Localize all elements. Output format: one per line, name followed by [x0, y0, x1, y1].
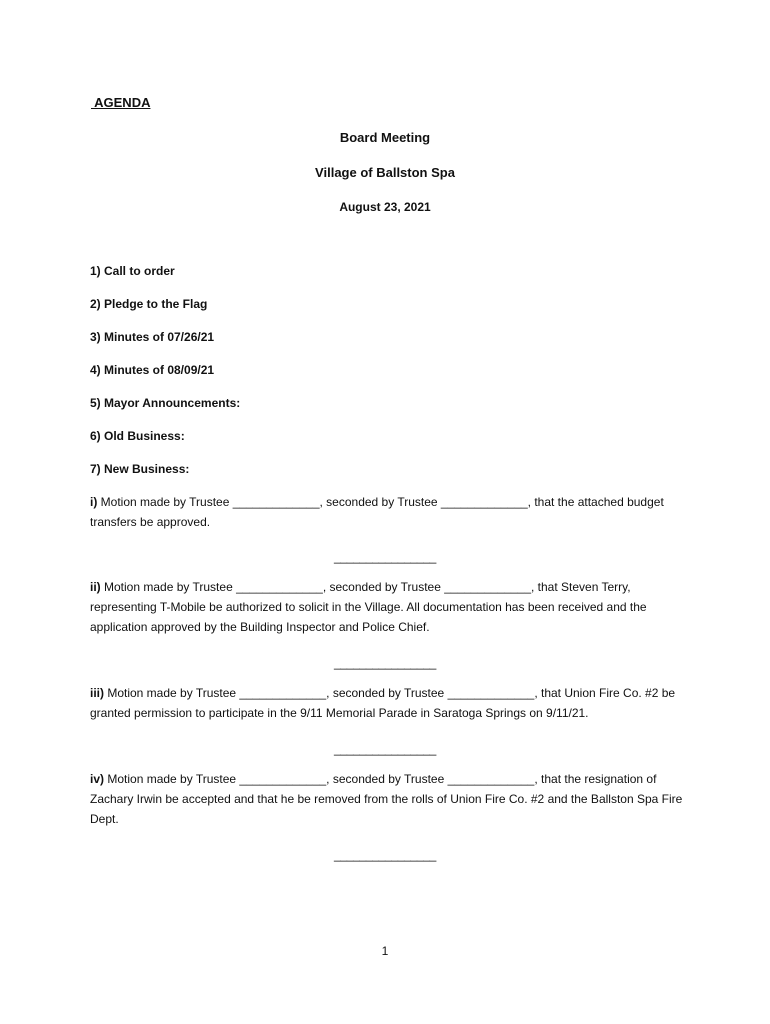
- agenda-item-pledge: 2) Pledge to the Flag: [90, 297, 208, 311]
- motion-numeral: ii): [90, 580, 101, 594]
- motion-iv: [90, 769, 690, 829]
- motion-text: Motion made by Trustee _____________, seconded by Trustee _____________, that the attached budget transfers be approved.: [90, 495, 664, 529]
- agenda-item-mayor-announcements: 5) Mayor Announcements:: [90, 396, 241, 410]
- agenda-heading: AGENDA: [91, 95, 151, 110]
- agenda-item-minutes-0809: 4) Minutes of 08/09/21: [90, 363, 215, 377]
- motion-text: Motion made by Trustee _____________, seconded by Trustee _____________, that Steven Terry, representing T-Mobile be authorized to solicit in the Village. All documentation has been received and the application approved by the Building Inspector and Police Chief.: [90, 580, 647, 634]
- motion-text: Motion made by Trustee _____________, seconded by Trustee _____________, that the resignation of Zachary Irwin be accepted and that he be removed from the rolls of Union Fire Co. #2 and the Ballston Spa Fire Dept.: [90, 772, 683, 826]
- agenda-item-new-business: 7) New Business:: [90, 462, 190, 476]
- signature-line: ________________: [334, 848, 436, 862]
- motion-i: [90, 492, 690, 532]
- signature-line: ________________: [334, 656, 436, 670]
- meeting-title: Board Meeting: [339, 130, 431, 145]
- signature-line: ________________: [334, 742, 436, 756]
- agenda-item-call-to-order: 1) Call to order: [90, 264, 175, 278]
- motion-numeral: iv): [90, 772, 105, 786]
- village-name: Village of Ballston Spa: [315, 165, 455, 180]
- motion-numeral: iii): [90, 686, 104, 700]
- signature-line: ________________: [334, 550, 436, 564]
- page-number: 1: [381, 944, 389, 958]
- motion-text: Motion made by Trustee _____________, seconded by Trustee _____________, that Union Fire Co. #2 be granted permission to participate in the 9/11 Memorial Parade in Saratoga Springs on 9/11/21.: [90, 686, 676, 720]
- motion-numeral: i): [90, 495, 98, 509]
- agenda-item-minutes-0726: 3) Minutes of 07/26/21: [90, 330, 215, 344]
- agenda-item-old-business: 6) Old Business:: [90, 429, 185, 443]
- motion-iii: [90, 683, 690, 723]
- meeting-date: August 23, 2021: [339, 200, 431, 214]
- motion-ii: [90, 577, 690, 637]
